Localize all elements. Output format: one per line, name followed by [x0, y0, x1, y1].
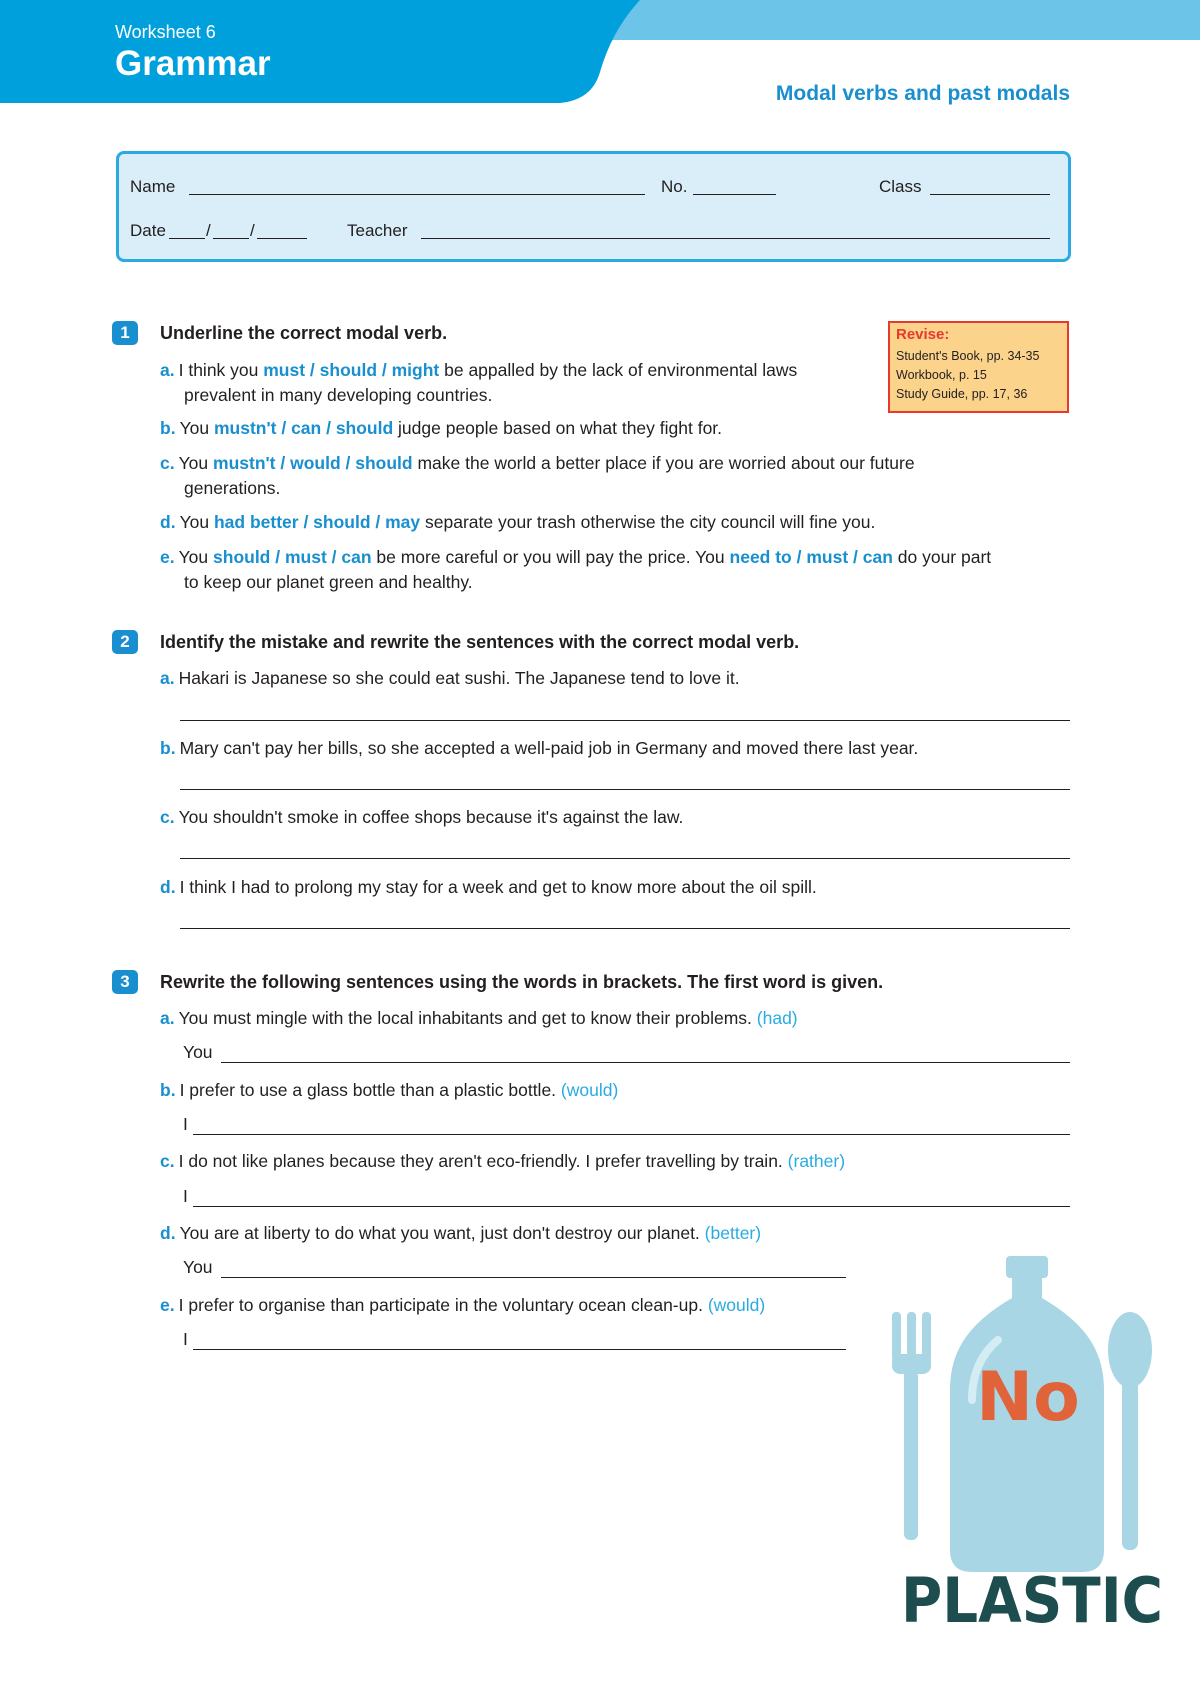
option-separator: / — [275, 453, 291, 473]
item-text: I think I had to prolong my stay for a week and get to know more about the oil spill. — [179, 877, 817, 897]
modal-option[interactable]: mustn't — [213, 418, 277, 438]
name-field[interactable] — [189, 194, 645, 195]
item-letter: d. — [160, 512, 176, 532]
exercise-item — [160, 1149, 1060, 1174]
page-title: Grammar — [115, 44, 271, 83]
modal-option[interactable]: might — [391, 360, 440, 380]
item-text: be more careful or you will pay the price. You — [371, 547, 730, 567]
exercise-item — [160, 666, 1040, 691]
spoon-icon — [1108, 1312, 1152, 1550]
modal-option[interactable]: must — [806, 547, 849, 567]
answer-start-word: I — [183, 1114, 188, 1134]
answer-start-word: I — [183, 1186, 188, 1206]
modal-option[interactable]: should — [313, 512, 371, 532]
revise-reference: Study Guide, pp. 17, 36 — [896, 387, 1028, 401]
item-text: I do not like planes because they aren't eco-friendly. I prefer travelling by train. — [178, 1151, 783, 1171]
no-plastic-illustration — [880, 1250, 1180, 1650]
worksheet-label: Worksheet 6 — [115, 22, 216, 42]
exercise-item — [160, 805, 1040, 830]
modal-option[interactable]: need to — [729, 547, 792, 567]
item-text: prevalent in many developing countries. — [184, 385, 493, 405]
student-info-box — [116, 151, 1071, 262]
modal-option[interactable]: can — [291, 418, 322, 438]
exercise-number-badge: 1 — [112, 321, 138, 345]
modal-option[interactable]: should — [355, 453, 413, 473]
item-letter: c. — [160, 807, 175, 827]
item-text: to keep our planet green and healthy. — [184, 572, 473, 592]
item-letter: c. — [160, 1151, 175, 1171]
answer-line[interactable] — [221, 1277, 846, 1278]
item-letter: e. — [160, 1295, 175, 1315]
teacher-field[interactable] — [421, 238, 1050, 239]
number-field[interactable] — [693, 194, 776, 195]
item-letter: e. — [160, 547, 175, 567]
exercise-item — [160, 451, 1040, 501]
exercise-item — [160, 875, 1040, 900]
date-label: Date — [130, 221, 166, 240]
modal-option[interactable]: mustn't — [213, 453, 276, 473]
exercise-item — [160, 358, 1040, 408]
class-field[interactable] — [930, 194, 1050, 195]
name-label: Name — [130, 177, 176, 196]
item-text: You — [178, 453, 214, 473]
revise-title: Revise: — [896, 326, 950, 343]
item-letter: b. — [160, 738, 176, 758]
bracket-hint: (would) — [707, 1295, 766, 1315]
bracket-hint: (rather) — [787, 1151, 846, 1171]
exercise-item — [160, 510, 1040, 535]
item-text: You — [179, 418, 214, 438]
modal-option[interactable]: would — [290, 453, 341, 473]
item-text: I prefer to organise than participate in the voluntary ocean clean-up. — [178, 1295, 703, 1315]
modal-option[interactable]: may — [385, 512, 421, 532]
item-letter: b. — [160, 1080, 176, 1100]
item-letter: a. — [160, 668, 175, 688]
item-letter: a. — [160, 1008, 175, 1028]
item-text: You shouldn't smoke in coffee shops because it's against the law. — [178, 807, 684, 827]
item-letter: b. — [160, 418, 176, 438]
no-text: No — [976, 1358, 1080, 1437]
date-year-field[interactable] — [257, 238, 307, 239]
item-text: You are at liberty to do what you want, just don't destroy our planet. — [179, 1223, 700, 1243]
item-text: I prefer to use a glass bottle than a plastic bottle. — [179, 1080, 557, 1100]
option-separator: / — [276, 418, 292, 438]
option-separator: / — [370, 512, 386, 532]
option-separator: / — [848, 547, 863, 567]
number-label: No. — [661, 177, 688, 196]
modal-option[interactable]: must — [263, 360, 306, 380]
answer-line[interactable] — [180, 928, 1070, 929]
answer-start-word: I — [183, 1329, 188, 1349]
item-text: Mary can't pay her bills, so she accepted a well-paid job in Germany and moved there last year. — [179, 738, 919, 758]
option-separator: / — [326, 547, 342, 567]
item-text: make the world a better place if you are worried about our future — [412, 453, 915, 473]
item-letter: a. — [160, 360, 175, 380]
plastic-text: PLASTIC — [901, 1564, 1163, 1637]
fork-icon — [892, 1312, 931, 1540]
option-separator: / — [377, 360, 392, 380]
date-month-field[interactable] — [213, 238, 249, 239]
modal-option[interactable]: must — [284, 547, 327, 567]
option-separator: / — [321, 418, 336, 438]
exercise-item — [160, 545, 1040, 595]
option-separator: / — [305, 360, 320, 380]
item-text: separate your trash otherwise the city council will fine you. — [420, 512, 876, 532]
answer-start-word: You — [183, 1042, 213, 1062]
exercise-item — [160, 736, 1040, 761]
bracket-hint: (had) — [756, 1008, 798, 1028]
item-letter: c. — [160, 453, 175, 473]
item-text: You — [179, 512, 214, 532]
bracket-hint: (better) — [704, 1223, 762, 1243]
modal-option[interactable]: can — [341, 547, 372, 567]
modal-option[interactable]: should — [213, 547, 271, 567]
item-text: be appalled by the lack of environmental laws — [439, 360, 798, 380]
exercise-item — [160, 1006, 1040, 1031]
modal-option[interactable]: should — [319, 360, 378, 380]
bracket-hint: (would) — [560, 1080, 619, 1100]
answer-line[interactable] — [193, 1134, 1070, 1135]
topic-heading: Modal verbs and past modals — [775, 82, 1070, 105]
exercise-item — [160, 1221, 1040, 1246]
date-separator: / — [250, 221, 255, 240]
answer-line[interactable] — [180, 858, 1070, 859]
modal-option[interactable]: should — [335, 418, 394, 438]
class-label: Class — [879, 177, 922, 196]
exercise-instruction: Identify the mistake and rewrite the sentences with the correct modal verb. — [160, 632, 800, 652]
option-separator: / — [298, 512, 314, 532]
answer-line[interactable] — [193, 1206, 1070, 1207]
item-letter: d. — [160, 1223, 176, 1243]
item-text: do your part — [892, 547, 992, 567]
item-letter: d. — [160, 877, 176, 897]
exercise-instruction: Rewrite the following sentences using the words in brackets. The first word is given. — [160, 972, 884, 992]
exercise-item — [160, 1078, 1040, 1103]
answer-line[interactable] — [180, 720, 1070, 721]
exercise-item — [160, 416, 1040, 441]
option-separator: / — [340, 453, 356, 473]
exercise-instruction: Underline the correct modal verb. — [160, 323, 448, 343]
answer-line[interactable] — [193, 1349, 846, 1350]
modal-option[interactable]: can — [862, 547, 893, 567]
answer-start-word: You — [183, 1257, 213, 1277]
item-text: You — [178, 547, 214, 567]
modal-option[interactable]: had better — [213, 512, 299, 532]
answer-line[interactable] — [221, 1062, 1070, 1063]
teacher-label: Teacher — [347, 221, 408, 240]
revise-reference: Workbook, p. 15 — [896, 368, 987, 382]
answer-line[interactable] — [180, 789, 1070, 790]
item-text: judge people based on what they fight for. — [393, 418, 723, 438]
option-separator: / — [791, 547, 807, 567]
item-text: You must mingle with the local inhabitants and get to know their problems. — [178, 1008, 752, 1028]
exercise-number-badge: 3 — [112, 970, 138, 994]
date-day-field[interactable] — [169, 238, 205, 239]
option-separator: / — [270, 547, 285, 567]
item-text: generations. — [184, 478, 281, 498]
date-separator: / — [206, 221, 211, 240]
exercise-number-badge: 2 — [112, 630, 138, 654]
item-text: I think you — [178, 360, 264, 380]
item-text: Hakari is Japanese so she could eat sushi. The Japanese tend to love it. — [178, 668, 740, 688]
revise-reference: Student's Book, pp. 34-35 — [896, 349, 1040, 363]
